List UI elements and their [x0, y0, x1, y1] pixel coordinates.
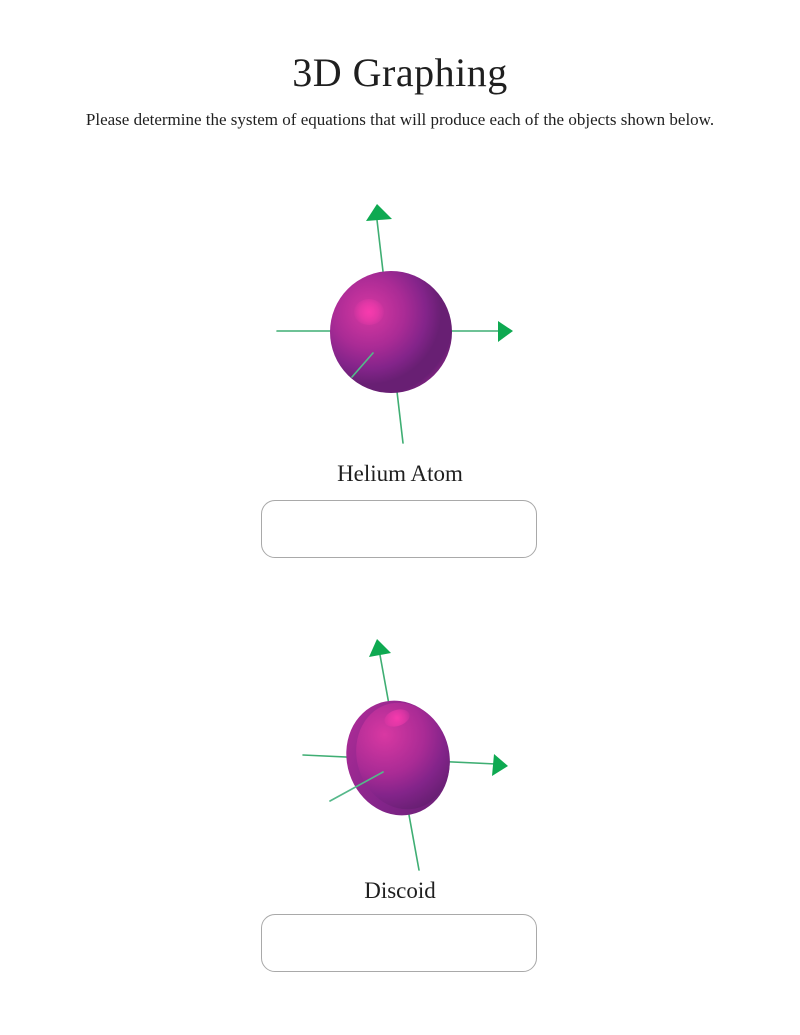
figure-label-discoid: Discoid: [364, 878, 436, 903]
sphere-surface: [330, 271, 452, 393]
sphere-specular-highlight: [354, 299, 384, 325]
figure-label-helium-atom: Helium Atom: [337, 461, 463, 486]
page-instructions: Please determine the system of equations that will produce each of the objects shown below.: [85, 110, 715, 129]
page-title: 3D Graphing: [292, 50, 508, 95]
helium-atom-answer-box[interactable]: [261, 500, 537, 558]
discoid-3d-plot: [272, 630, 522, 880]
helium-atom-3d-plot: [272, 196, 522, 446]
x-axis-arrow-icon: [492, 754, 508, 776]
y-axis-arrow-icon: [366, 204, 392, 221]
y-axis-arrow-icon: [369, 639, 391, 657]
discoid-answer-box[interactable]: [261, 914, 537, 972]
x-axis-arrow-icon: [498, 321, 513, 342]
